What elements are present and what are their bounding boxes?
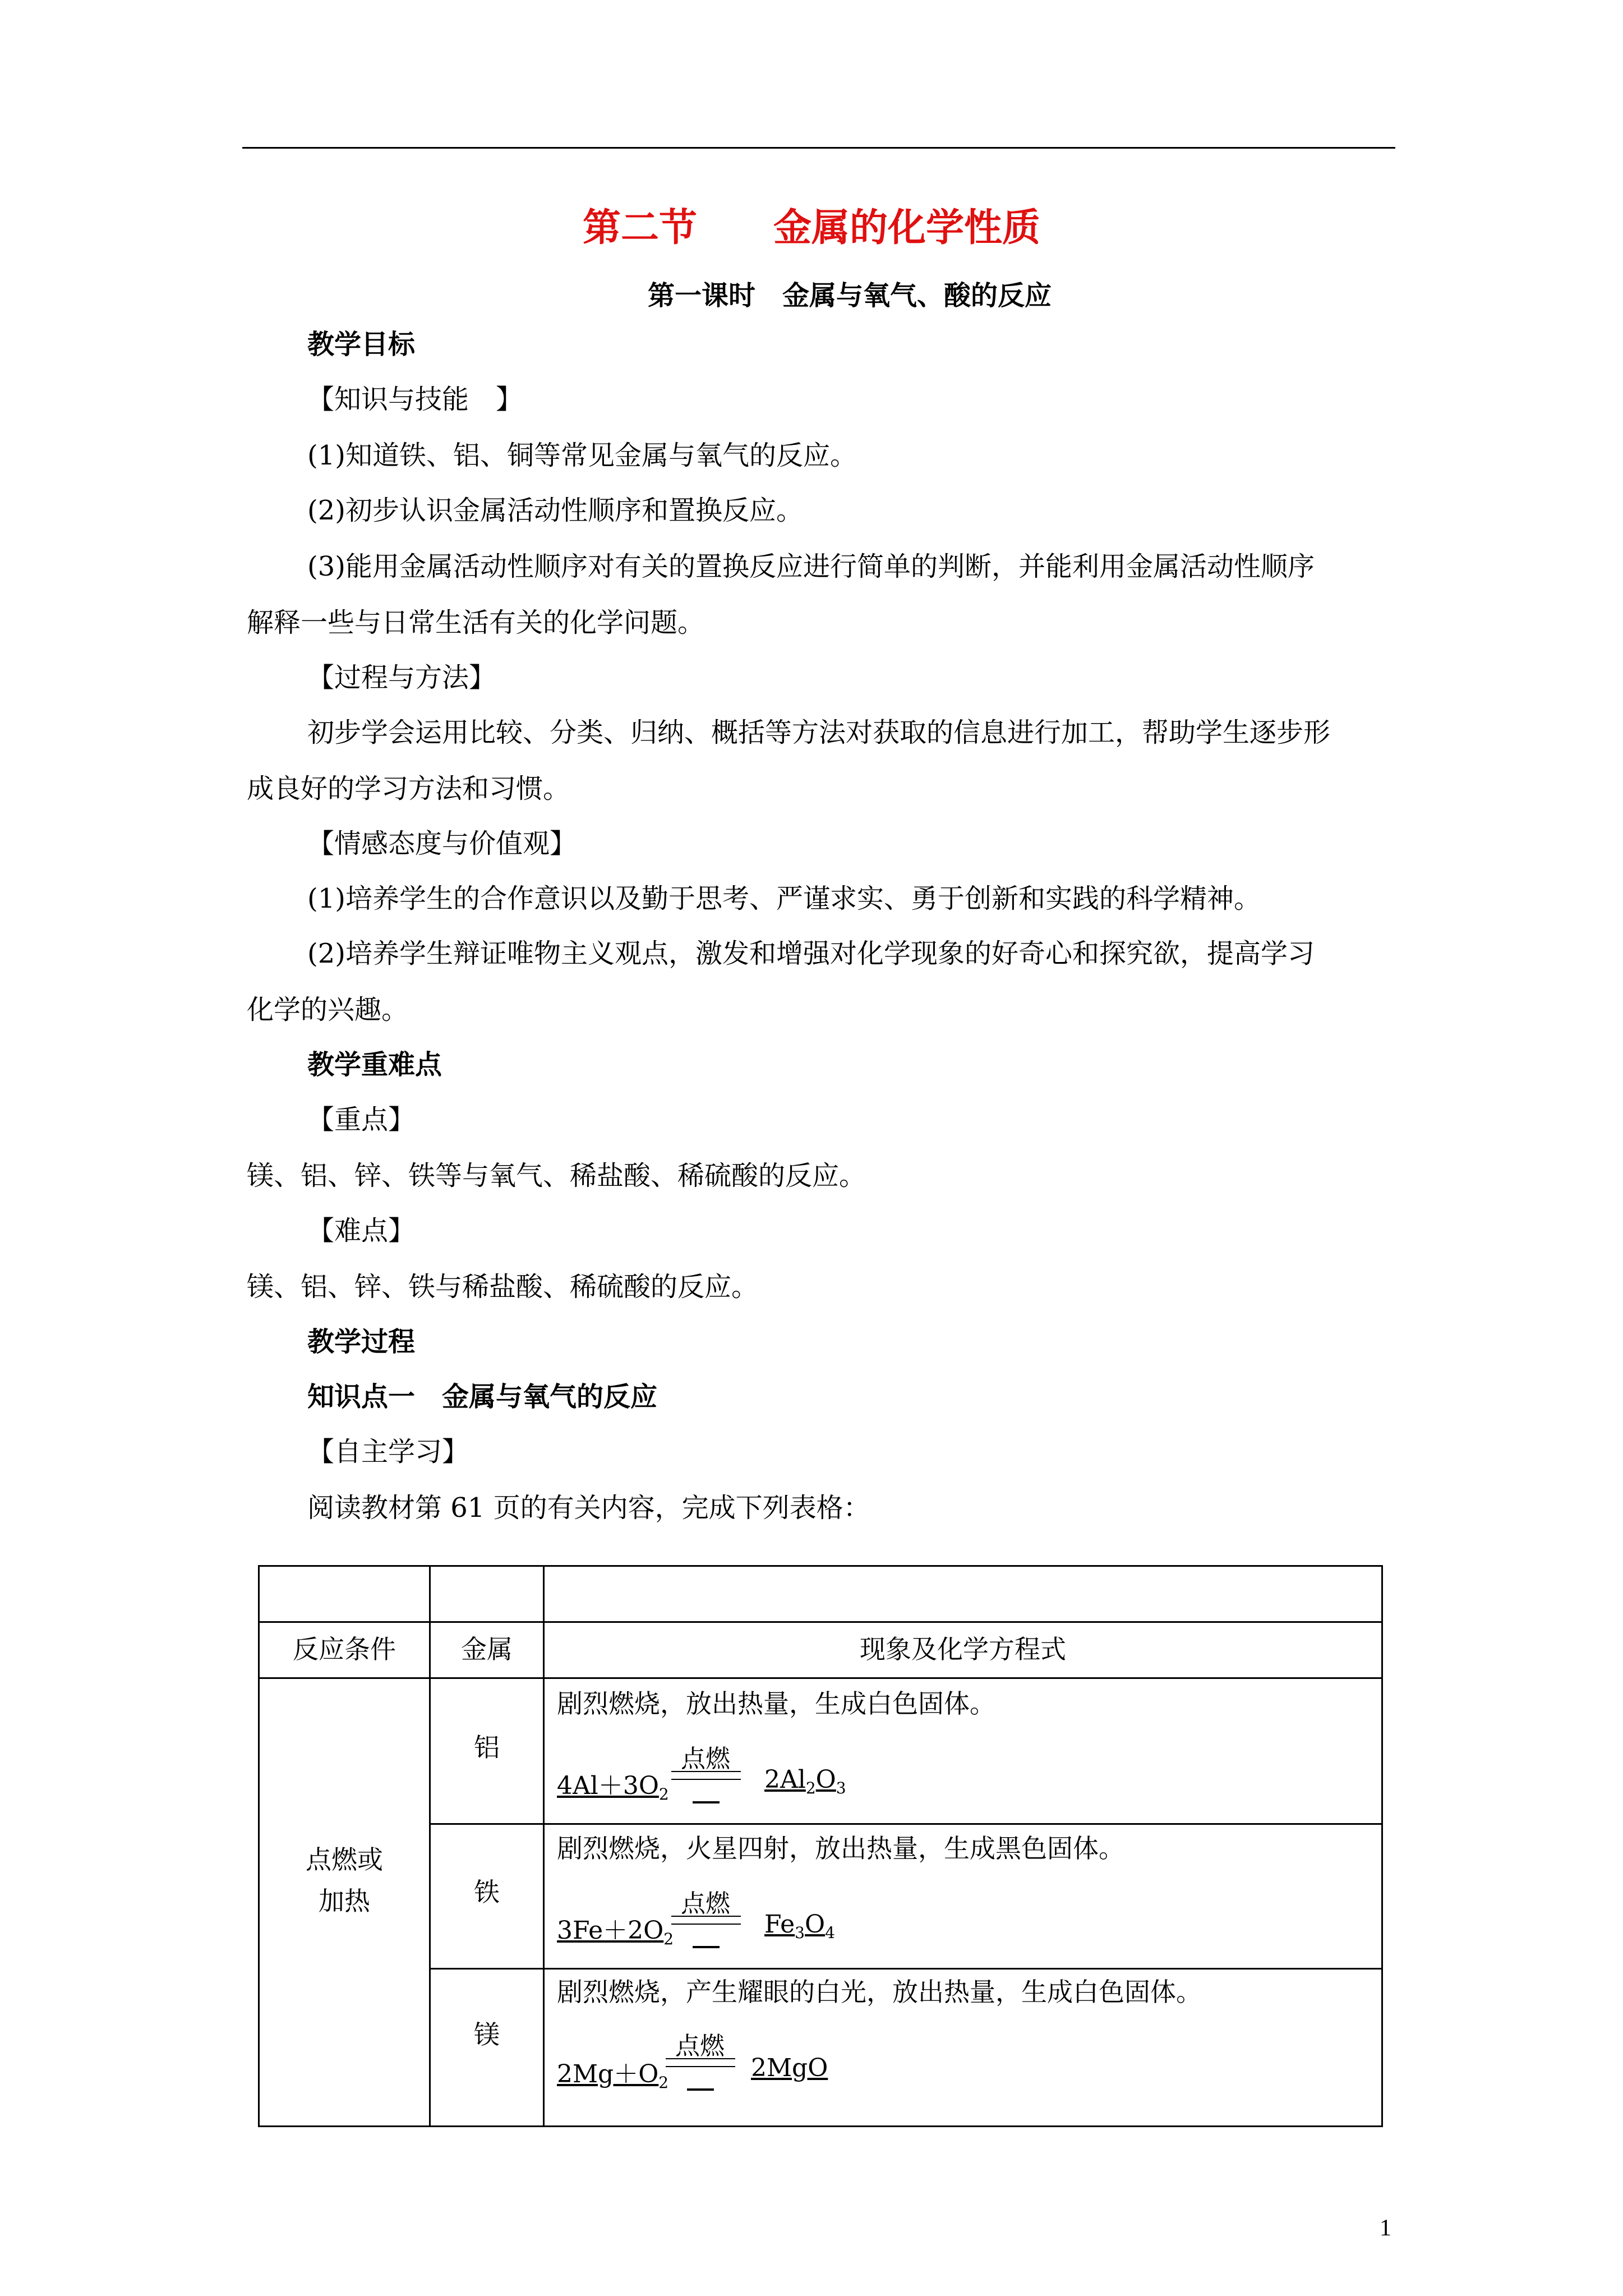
metal-iron: 铁 <box>474 1877 500 1907</box>
process-text-cont: 成良好的学习方法和习惯。 <box>247 773 570 804</box>
page-number: 1 <box>1380 2215 1391 2241</box>
key-difficulty-heading: 教学重难点 <box>307 1049 442 1080</box>
equals-sign <box>666 2058 735 2067</box>
attitude-item-2-cont: 化学的兴趣。 <box>247 994 409 1025</box>
phenomenon-aluminum: 剧烈燃烧，放出热量，生成白色固体。 <box>557 1688 995 1719</box>
key-text: 镁、铝、锌、铁等与氧气、稀盐酸、稀硫酸的反应。 <box>247 1160 866 1191</box>
condition-line-1: 点燃或 <box>306 1844 383 1875</box>
table-divider <box>430 1823 1381 1825</box>
knowledge-heading: 【知识与技能 】 <box>307 384 523 415</box>
phenomenon-iron: 剧烈燃烧，火星四射，放出热量，生成黑色固体。 <box>557 1833 1124 1864</box>
table-divider <box>430 1968 1381 1970</box>
equals-sign <box>671 1916 741 1925</box>
metal-aluminum: 铝 <box>474 1732 500 1763</box>
condition-line-2: 加热 <box>319 1886 370 1916</box>
equals-sign <box>693 1946 720 1948</box>
equals-sign <box>687 2088 714 2091</box>
condition-ignite-magnesium: 点燃 <box>675 2032 725 2060</box>
header-rule <box>242 147 1395 149</box>
header-condition: 反应条件 <box>293 1634 396 1664</box>
knowledge-item-3-cont: 解释一些与日常生活有关的化学问题。 <box>247 607 705 638</box>
knowledge-point-1-heading: 知识点一 金属与氧气的反应 <box>307 1381 658 1412</box>
header-phenomenon: 现象及化学方程式 <box>860 1634 1066 1664</box>
equation-rhs-aluminum: $2Al_2O_3$ <box>764 1765 846 1797</box>
knowledge-item-1: (1)知道铁、铝、铜等常见金属与氧气的反应。 <box>307 440 857 471</box>
condition-ignite-aluminum: 点燃 <box>681 1745 730 1773</box>
knowledge-item-2: (2)初步认识金属活动性顺序和置换反应。 <box>307 495 803 526</box>
section-title: 第二节 金属的化学性质 <box>582 205 1040 250</box>
table-divider <box>260 1677 1381 1679</box>
objectives-heading: 教学目标 <box>307 329 416 360</box>
difficulty-label: 【难点】 <box>307 1215 416 1246</box>
lesson-subtitle: 第一课时 金属与氧气、酸的反应 <box>647 280 1052 311</box>
condition-ignite-iron: 点燃 <box>681 1889 730 1918</box>
teaching-process-heading: 教学过程 <box>307 1326 416 1358</box>
equation-rhs-iron: $Fe_3O_4$ <box>764 1910 835 1942</box>
equation-lhs-iron: $3Fe+2O_2$ <box>557 1916 674 1948</box>
metal-magnesium: 镁 <box>474 2019 500 2050</box>
process-heading: 【过程与方法】 <box>307 662 496 693</box>
knowledge-item-3: (3)能用金属活动性顺序对有关的置换反应进行简单的判断，并能利用金属活动性顺序 <box>307 551 1315 582</box>
attitude-item-2: (2)培养学生辩证唯物主义观点，激发和增强对化学现象的好奇心和探究欲，提高学习 <box>307 938 1315 969</box>
process-text: 初步学会运用比较、分类、归纳、概括等方法对获取的信息进行加工，帮助学生逐步形 <box>307 717 1331 748</box>
self-study-label: 【自主学习】 <box>307 1436 469 1467</box>
header-metal: 金属 <box>461 1634 513 1664</box>
equals-sign <box>693 1801 720 1803</box>
phenomenon-magnesium: 剧烈燃烧，产生耀眼的白光，放出热量，生成白色固体。 <box>557 1977 1202 2007</box>
equals-sign <box>671 1771 741 1780</box>
equation-lhs-aluminum: $4Al+3O_2$ <box>557 1772 669 1803</box>
difficulty-text: 镁、铝、锌、铁与稀盐酸、稀硫酸的反应。 <box>247 1271 759 1303</box>
instruction-text: 阅读教材第 61 页的有关内容，完成下列表格： <box>307 1492 870 1524</box>
equation-rhs-magnesium: 2MgO <box>751 2054 828 2082</box>
equation-lhs-magnesium: $2Mg+O_2$ <box>557 2060 669 2092</box>
attitude-heading: 【情感态度与价值观】 <box>307 828 577 859</box>
reaction-table <box>258 1565 1383 2127</box>
attitude-item-1: (1)培养学生的合作意识以及勤于思考、严谨求实、勇于创新和实践的科学精神。 <box>307 883 1261 914</box>
table-divider <box>260 1621 1381 1623</box>
key-label: 【重点】 <box>307 1104 416 1135</box>
